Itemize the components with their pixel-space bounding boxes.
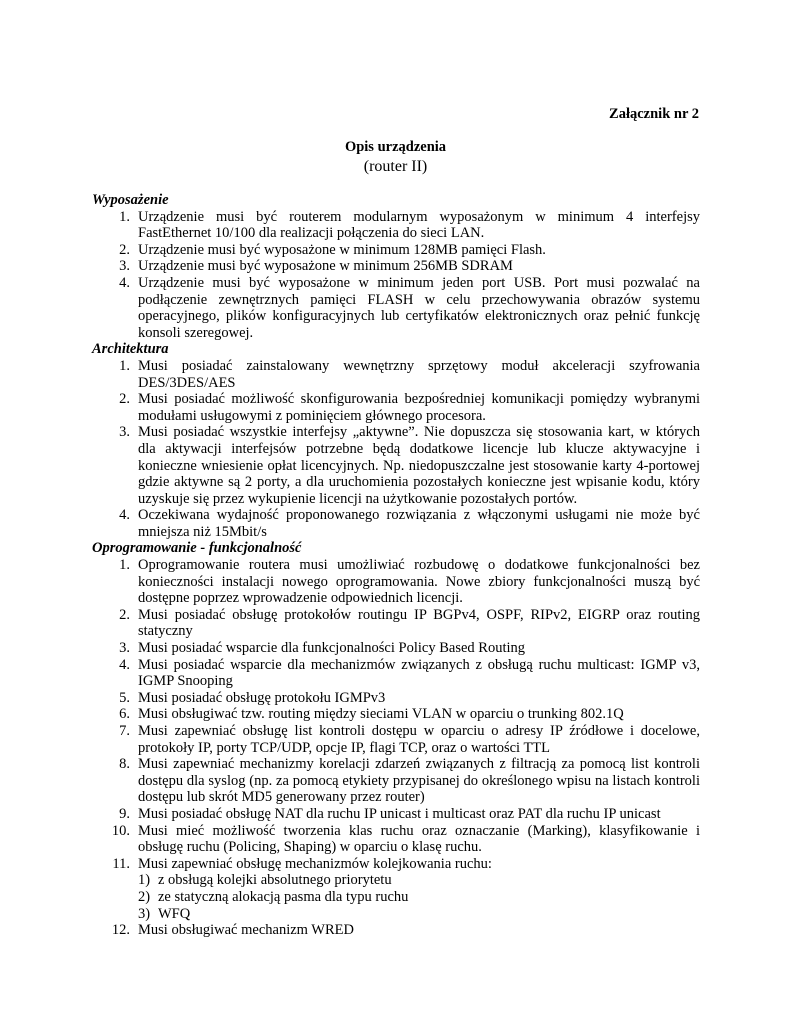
list-item	[92, 723, 700, 756]
item-text: Urządzenie musi być wyposażone w minimum jeden port USB. Port musi pozwalać na podłączenie zewnętrznych pamięci FLASH w celu przechowywania obrazów systemu operacyjnego, plików konfiguracyjnych lub certyfikatów elektronicznych oraz pełnić funkcję konsoli szeregowej.	[138, 274, 700, 341]
item-number: 9.	[119, 805, 130, 822]
list-item	[92, 607, 700, 640]
item-text: Musi posiadać wszystkie interfejsy „aktywne”. Nie dopuszcza się stosowania kart, w których dla aktywacji interfejsów potrzebne będą dodatkowe licencje lub klucze aktywacyjne i konieczne wniesienie opłat licencyjnych. Np. niedopuszczalne jest stosowanie karty 4-portowej gdzie aktywne są 2 porty, a dla uruchomienia pozostałych konieczne jest wpisanie kodu, który uzyskuje się przez wykupienie licencji na użytkowanie pozostałych portów.	[138, 424, 700, 507]
list-item	[92, 690, 700, 707]
item-number: 11.	[112, 855, 130, 872]
item-text: Musi posiadać obsługę NAT dla ruchu IP unicast i multicast oraz PAT dla ruchu IP unicast	[138, 805, 661, 822]
item-text: Musi posiadać wsparcie dla mechanizmów związanych z obsługą ruchu multicast: IGMP v3, IGMP Snooping	[138, 656, 700, 690]
document-body	[92, 192, 700, 939]
list-item	[92, 640, 700, 657]
list-item	[92, 275, 700, 341]
section-heading-wyposazenie: Wyposażenie	[92, 192, 169, 208]
item-text: Oczekiwana wydajność proponowanego rozwiązania z włączonymi usługami nie może być mniejsza niż 15Mbit/s	[138, 507, 700, 540]
sub-list-item	[92, 889, 700, 906]
section-heading-architektura: Architektura	[92, 341, 169, 358]
item-number: 4.	[119, 656, 130, 673]
list-item	[92, 856, 700, 873]
list-item	[92, 391, 700, 424]
page-subtitle: (router II)	[363, 158, 428, 175]
item-text: Musi posiadać obsługę protokołów routingu IP BGPv4, OSPF, RIPv2, EIGRP oraz routing statyczny	[138, 606, 700, 640]
item-text: Musi posiadać zainstalowany wewnętrzny sprzętowy moduł akceleracji szyfrowania DES/3DES/AES	[138, 357, 700, 391]
item-text: Musi posiadać obsługę protokołu IGMPv3	[138, 689, 386, 706]
sub-item-number: 3)	[138, 905, 151, 922]
section-list-oprogramowanie	[92, 557, 700, 939]
item-text: Musi mieć możliwość tworzenia klas ruchu oraz oznaczanie (Marking), klasyfikowanie i obsługę ruchu (Policing, Shaping) w oparciu o klasę ruchu.	[138, 822, 700, 856]
list-item	[92, 557, 700, 607]
item-number: 3.	[119, 424, 130, 441]
item-number: 7.	[119, 723, 130, 739]
item-number: 5.	[119, 689, 130, 706]
list-item	[92, 922, 700, 939]
sub-list-item	[92, 906, 700, 923]
list-item	[92, 706, 700, 723]
list-item	[92, 507, 700, 540]
item-text: Urządzenie musi być wyposażone w minimum 256MB SDRAM	[138, 258, 513, 275]
item-number: 1.	[119, 208, 130, 225]
item-text: Oprogramowanie routera musi umożliwiać rozbudowę o dodatkowe funkcjonalności bez konieczności instalacji nowego oprogramowania. Nowe zbiory funkcjonalności muszą być dostępne poprzez wprowadzenie odpowiednich licencji.	[138, 557, 700, 607]
item-number: 2.	[119, 606, 130, 623]
item-number: 8.	[119, 756, 130, 773]
item-number: 2.	[119, 241, 130, 258]
list-item	[92, 358, 700, 391]
sub-item-number: 1)	[138, 872, 151, 889]
page-title: Opis urządzenia	[344, 139, 447, 155]
item-number: 3.	[119, 640, 130, 657]
list-item	[92, 657, 700, 690]
sub-item-number: 2)	[138, 888, 151, 905]
item-text: Musi zapewniać mechanizmy korelacji zdarzeń związanych z filtracją za pomocą list kontroli dostępu dla syslog (np. za pomocą etykiety przypisanej do określonego wpisu na listach kontroli dostępu lub skrót MD5 generowany przez router)	[138, 756, 700, 806]
list-item	[92, 424, 700, 507]
item-number: 4.	[119, 274, 130, 291]
list-item	[92, 209, 700, 242]
list-item	[92, 806, 700, 823]
section-list-architektura	[92, 358, 700, 541]
item-number: 6.	[119, 706, 130, 723]
item-text: Musi obsługiwać tzw. routing między sieciami VLAN w oparciu o trunking 802.1Q	[138, 706, 624, 723]
sub-item-text: ze statyczną alokacją pasma dla typu ruchu	[158, 888, 409, 905]
sub-item-text: z obsługą kolejki absolutnego priorytetu	[158, 872, 392, 889]
attachment-label: Załącznik nr 2	[609, 106, 699, 122]
item-text: Musi zapewniać obsługę list kontroli dostępu w oparciu o adresy IP źródłowe i docelowe, protokoły IP, porty TCP/UDP, opcje IP, flagi TCP, oraz o wartości TTL	[138, 723, 700, 756]
item-number: 1.	[119, 357, 130, 374]
item-number: 3.	[119, 258, 130, 275]
item-text: Urządzenie musi być wyposażone w minimum 128MB pamięci Flash.	[138, 241, 546, 258]
sub-item-text: WFQ	[158, 905, 191, 922]
item-number: 1.	[119, 557, 130, 574]
item-text: Urządzenie musi być routerem modularnym wyposażonym w minimum 4 interfejsy FastEthernet 10/100 dla realizacji połączenia do sieci LAN.	[138, 208, 700, 242]
list-item	[92, 258, 700, 275]
item-number: 10.	[111, 822, 130, 839]
list-item	[92, 823, 700, 856]
section-heading-oprogramowanie: Oprogramowanie - funkcjonalność	[92, 540, 302, 557]
sub-list-item	[92, 872, 700, 889]
item-text: Musi obsługiwać mechanizm WRED	[138, 922, 354, 939]
list-item	[92, 756, 700, 806]
section-list-wyposazenie	[92, 209, 700, 342]
item-text: Musi posiadać możliwość skonfigurowania bezpośredniej komunikacji pomiędzy wybranymi modułami usługowymi z pominięciem głównego procesora.	[138, 391, 700, 424]
item-text: Musi posiadać wsparcie dla funkcjonalności Policy Based Routing	[138, 640, 525, 657]
item-number: 12.	[111, 922, 130, 939]
item-number: 4.	[119, 507, 130, 524]
item-number: 2.	[119, 391, 130, 408]
list-item	[92, 242, 700, 259]
item-text: Musi zapewniać obsługę mechanizmów kolejkowania ruchu:	[138, 855, 492, 872]
